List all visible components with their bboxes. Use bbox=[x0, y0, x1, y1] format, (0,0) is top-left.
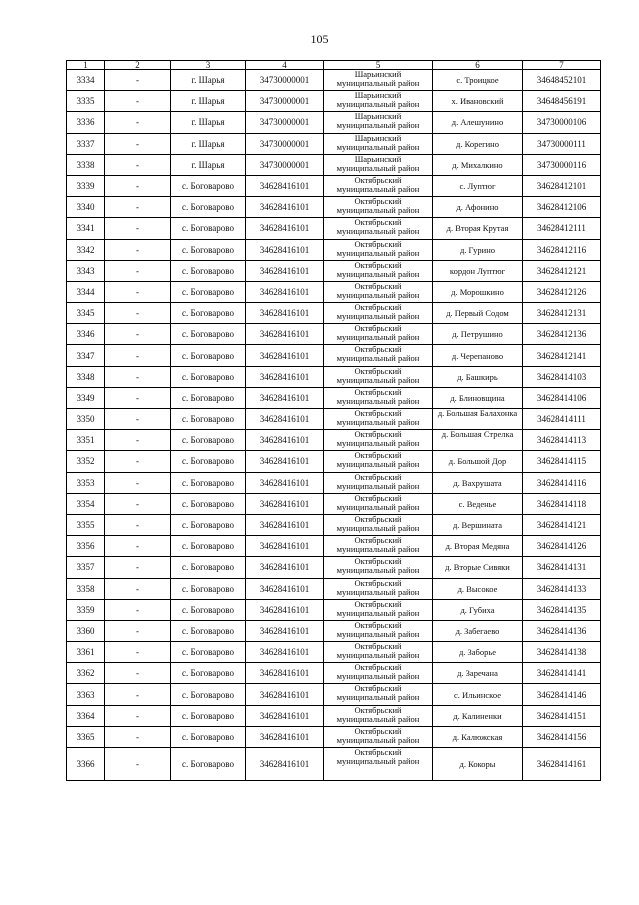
column-header: 4 bbox=[246, 61, 324, 70]
column-2-cell: - bbox=[105, 345, 171, 366]
column-2-cell: - bbox=[105, 91, 171, 112]
row-number-cell: 3363 bbox=[67, 684, 105, 705]
city-cell: с. Боговарово bbox=[171, 578, 246, 599]
settlements-table bbox=[66, 60, 601, 781]
column-header: 7 bbox=[523, 61, 601, 70]
locality-cell: д. Гурино bbox=[433, 239, 523, 260]
locality-cell: д. Вахрушата bbox=[433, 472, 523, 493]
district-cell: Октябрьский муниципальный район bbox=[324, 345, 433, 366]
oktmo-locality-cell: 34628414115 bbox=[523, 451, 601, 472]
table-row bbox=[67, 557, 601, 578]
oktmo-city-cell: 34628416101 bbox=[246, 260, 324, 281]
oktmo-locality-cell: 34628414138 bbox=[523, 642, 601, 663]
city-cell: с. Боговарово bbox=[171, 281, 246, 302]
city-cell: с. Боговарово bbox=[171, 175, 246, 196]
district-cell: Октябрьский муниципальный район bbox=[324, 366, 433, 387]
table-row bbox=[67, 303, 601, 324]
oktmo-locality-cell: 34628414146 bbox=[523, 684, 601, 705]
district-cell: Октябрьский муниципальный район bbox=[324, 472, 433, 493]
district-cell: Октябрьский муниципальный район bbox=[324, 239, 433, 260]
row-number-cell: 3336 bbox=[67, 112, 105, 133]
table-row bbox=[67, 599, 601, 620]
column-2-cell: - bbox=[105, 133, 171, 154]
locality-cell: д. Башкирь bbox=[433, 366, 523, 387]
oktmo-locality-cell: 34628414131 bbox=[523, 557, 601, 578]
oktmo-locality-cell: 34628412136 bbox=[523, 324, 601, 345]
oktmo-city-cell: 34628416101 bbox=[246, 472, 324, 493]
oktmo-locality-cell: 34628414118 bbox=[523, 493, 601, 514]
column-2-cell: - bbox=[105, 663, 171, 684]
district-cell: Октябрьский муниципальный район bbox=[324, 557, 433, 578]
row-number-cell: 3359 bbox=[67, 599, 105, 620]
column-2-cell: - bbox=[105, 324, 171, 345]
row-number-cell: 3366 bbox=[67, 748, 105, 781]
oktmo-locality-cell: 34628414111 bbox=[523, 409, 601, 430]
row-number-cell: 3335 bbox=[67, 91, 105, 112]
district-cell: Октябрьский муниципальный район bbox=[324, 514, 433, 535]
oktmo-city-cell: 34628416101 bbox=[246, 578, 324, 599]
oktmo-locality-cell: 34628414106 bbox=[523, 387, 601, 408]
oktmo-city-cell: 34730000001 bbox=[246, 91, 324, 112]
city-cell: с. Боговарово bbox=[171, 514, 246, 535]
locality-cell: д. Большая Стрелка bbox=[433, 430, 523, 451]
locality-cell: д. Калюжская bbox=[433, 726, 523, 747]
district-cell: Октябрьский муниципальный район bbox=[324, 642, 433, 663]
city-cell: с. Боговарово bbox=[171, 663, 246, 684]
page-number: 105 bbox=[310, 32, 329, 46]
column-header: 5 bbox=[324, 61, 433, 70]
column-2-cell: - bbox=[105, 578, 171, 599]
oktmo-city-cell: 34628416101 bbox=[246, 684, 324, 705]
table-row bbox=[67, 514, 601, 535]
table-row bbox=[67, 663, 601, 684]
column-2-cell: - bbox=[105, 748, 171, 781]
oktmo-locality-cell: 34628414126 bbox=[523, 536, 601, 557]
row-number-cell: 3364 bbox=[67, 705, 105, 726]
oktmo-city-cell: 34628416101 bbox=[246, 726, 324, 747]
oktmo-city-cell: 34730000001 bbox=[246, 154, 324, 175]
district-cell: Октябрьский муниципальный район bbox=[324, 748, 433, 781]
table-row bbox=[67, 324, 601, 345]
table-row bbox=[67, 366, 601, 387]
oktmo-locality-cell: 34628412131 bbox=[523, 303, 601, 324]
district-cell: Октябрьский муниципальный район bbox=[324, 599, 433, 620]
district-cell: Октябрьский муниципальный район bbox=[324, 684, 433, 705]
district-cell: Шарьинский муниципальный район bbox=[324, 154, 433, 175]
table-row bbox=[67, 345, 601, 366]
locality-cell: д. Кокоры bbox=[433, 748, 523, 781]
oktmo-city-cell: 34628416101 bbox=[246, 303, 324, 324]
oktmo-locality-cell: 34628412111 bbox=[523, 218, 601, 239]
city-cell: с. Боговарово bbox=[171, 366, 246, 387]
oktmo-city-cell: 34628416101 bbox=[246, 642, 324, 663]
locality-cell: д. Алешунино bbox=[433, 112, 523, 133]
oktmo-locality-cell: 34628412106 bbox=[523, 197, 601, 218]
district-cell: Октябрьский муниципальный район bbox=[324, 175, 433, 196]
row-number-cell: 3365 bbox=[67, 726, 105, 747]
oktmo-locality-cell: 34628414121 bbox=[523, 514, 601, 535]
oktmo-city-cell: 34628416101 bbox=[246, 387, 324, 408]
city-cell: с. Боговарово bbox=[171, 684, 246, 705]
column-header: 2 bbox=[105, 61, 171, 70]
table-row bbox=[67, 112, 601, 133]
locality-cell: д. Заборье bbox=[433, 642, 523, 663]
locality-cell: кордон Луптюг bbox=[433, 260, 523, 281]
row-number-cell: 3347 bbox=[67, 345, 105, 366]
row-number-cell: 3353 bbox=[67, 472, 105, 493]
oktmo-city-cell: 34628416101 bbox=[246, 536, 324, 557]
table-body bbox=[67, 70, 601, 781]
column-2-cell: - bbox=[105, 239, 171, 260]
table-row bbox=[67, 748, 601, 781]
oktmo-locality-cell: 34628414136 bbox=[523, 620, 601, 641]
city-cell: с. Боговарово bbox=[171, 493, 246, 514]
table-row bbox=[67, 260, 601, 281]
locality-cell: д. Вторая Медяна bbox=[433, 536, 523, 557]
oktmo-city-cell: 34628416101 bbox=[246, 409, 324, 430]
oktmo-city-cell: 34730000001 bbox=[246, 112, 324, 133]
city-cell: с. Боговарово bbox=[171, 218, 246, 239]
column-number-row bbox=[67, 61, 601, 70]
locality-cell: д. Черепаново bbox=[433, 345, 523, 366]
city-cell: с. Боговарово bbox=[171, 451, 246, 472]
column-2-cell: - bbox=[105, 260, 171, 281]
table-row bbox=[67, 409, 601, 430]
table-row bbox=[67, 133, 601, 154]
locality-cell: д. Большой Дор bbox=[433, 451, 523, 472]
district-cell: Октябрьский муниципальный район bbox=[324, 705, 433, 726]
locality-cell: д. Забегаево bbox=[433, 620, 523, 641]
locality-cell: с. Веденье bbox=[433, 493, 523, 514]
locality-cell: д. Корегино bbox=[433, 133, 523, 154]
oktmo-locality-cell: 34628414141 bbox=[523, 663, 601, 684]
oktmo-locality-cell: 34628412116 bbox=[523, 239, 601, 260]
locality-cell: д. Большая Балахонка bbox=[433, 409, 523, 430]
district-cell: Октябрьский муниципальный район bbox=[324, 663, 433, 684]
district-cell: Октябрьский муниципальный район bbox=[324, 260, 433, 281]
city-cell: с. Боговарово bbox=[171, 430, 246, 451]
oktmo-locality-cell: 34730000111 bbox=[523, 133, 601, 154]
table-row bbox=[67, 239, 601, 260]
column-2-cell: - bbox=[105, 281, 171, 302]
city-cell: с. Боговарово bbox=[171, 260, 246, 281]
row-number-cell: 3360 bbox=[67, 620, 105, 641]
oktmo-locality-cell: 34628414103 bbox=[523, 366, 601, 387]
column-2-cell: - bbox=[105, 366, 171, 387]
city-cell: с. Боговарово bbox=[171, 409, 246, 430]
column-2-cell: - bbox=[105, 514, 171, 535]
table-row bbox=[67, 705, 601, 726]
column-2-cell: - bbox=[105, 620, 171, 641]
oktmo-city-cell: 34628416101 bbox=[246, 748, 324, 781]
district-cell: Октябрьский муниципальный район bbox=[324, 620, 433, 641]
city-cell: г. Шарья bbox=[171, 133, 246, 154]
city-cell: с. Боговарово bbox=[171, 620, 246, 641]
locality-cell: с. Луптюг bbox=[433, 175, 523, 196]
city-cell: с. Боговарово bbox=[171, 536, 246, 557]
table-row bbox=[67, 578, 601, 599]
locality-cell: д. Вторые Сивяки bbox=[433, 557, 523, 578]
table-row bbox=[67, 493, 601, 514]
oktmo-city-cell: 34628416101 bbox=[246, 239, 324, 260]
row-number-cell: 3362 bbox=[67, 663, 105, 684]
oktmo-city-cell: 34628416101 bbox=[246, 493, 324, 514]
district-cell: Октябрьский муниципальный район bbox=[324, 726, 433, 747]
oktmo-city-cell: 34628416101 bbox=[246, 218, 324, 239]
district-cell: Октябрьский муниципальный район bbox=[324, 578, 433, 599]
table-row bbox=[67, 218, 601, 239]
column-2-cell: - bbox=[105, 430, 171, 451]
oktmo-locality-cell: 34628412121 bbox=[523, 260, 601, 281]
column-header: 1 bbox=[67, 61, 105, 70]
table-row bbox=[67, 642, 601, 663]
locality-cell: д. Губиха bbox=[433, 599, 523, 620]
row-number-cell: 3340 bbox=[67, 197, 105, 218]
district-cell: Октябрьский муниципальный район bbox=[324, 387, 433, 408]
table-row bbox=[67, 430, 601, 451]
row-number-cell: 3339 bbox=[67, 175, 105, 196]
row-number-cell: 3338 bbox=[67, 154, 105, 175]
city-cell: с. Боговарово bbox=[171, 345, 246, 366]
table-row bbox=[67, 684, 601, 705]
oktmo-locality-cell: 34648456191 bbox=[523, 91, 601, 112]
row-number-cell: 3361 bbox=[67, 642, 105, 663]
table-row bbox=[67, 726, 601, 747]
city-cell: с. Боговарово bbox=[171, 387, 246, 408]
row-number-cell: 3358 bbox=[67, 578, 105, 599]
column-2-cell: - bbox=[105, 154, 171, 175]
table-row bbox=[67, 154, 601, 175]
oktmo-city-cell: 34730000001 bbox=[246, 133, 324, 154]
column-2-cell: - bbox=[105, 726, 171, 747]
row-number-cell: 3341 bbox=[67, 218, 105, 239]
row-number-cell: 3351 bbox=[67, 430, 105, 451]
column-2-cell: - bbox=[105, 197, 171, 218]
oktmo-city-cell: 34628416101 bbox=[246, 430, 324, 451]
table-row bbox=[67, 620, 601, 641]
table-row bbox=[67, 451, 601, 472]
oktmo-locality-cell: 34628414161 bbox=[523, 748, 601, 781]
column-2-cell: - bbox=[105, 684, 171, 705]
oktmo-city-cell: 34628416101 bbox=[246, 557, 324, 578]
row-number-cell: 3352 bbox=[67, 451, 105, 472]
column-2-cell: - bbox=[105, 303, 171, 324]
column-header: 6 bbox=[433, 61, 523, 70]
row-number-cell: 3357 bbox=[67, 557, 105, 578]
row-number-cell: 3349 bbox=[67, 387, 105, 408]
city-cell: с. Боговарово bbox=[171, 472, 246, 493]
oktmo-locality-cell: 34628414133 bbox=[523, 578, 601, 599]
city-cell: с. Боговарово bbox=[171, 599, 246, 620]
oktmo-city-cell: 34628416101 bbox=[246, 514, 324, 535]
column-2-cell: - bbox=[105, 472, 171, 493]
row-number-cell: 3334 bbox=[67, 70, 105, 91]
column-2-cell: - bbox=[105, 218, 171, 239]
district-cell: Октябрьский муниципальный район bbox=[324, 493, 433, 514]
locality-cell: д. Вершината bbox=[433, 514, 523, 535]
district-cell: Шарьинский муниципальный район bbox=[324, 112, 433, 133]
district-cell: Октябрьский муниципальный район bbox=[324, 324, 433, 345]
district-cell: Октябрьский муниципальный район bbox=[324, 430, 433, 451]
city-cell: г. Шарья bbox=[171, 70, 246, 91]
column-2-cell: - bbox=[105, 536, 171, 557]
locality-cell: д. Морошкино bbox=[433, 281, 523, 302]
row-number-cell: 3344 bbox=[67, 281, 105, 302]
oktmo-locality-cell: 34730000106 bbox=[523, 112, 601, 133]
district-cell: Октябрьский муниципальный район bbox=[324, 409, 433, 430]
city-cell: с. Боговарово bbox=[171, 705, 246, 726]
oktmo-locality-cell: 34628414113 bbox=[523, 430, 601, 451]
locality-cell: с. Троицкое bbox=[433, 70, 523, 91]
column-2-cell: - bbox=[105, 175, 171, 196]
district-cell: Шарьинский муниципальный район bbox=[324, 133, 433, 154]
district-cell: Шарьинский муниципальный район bbox=[324, 91, 433, 112]
oktmo-city-cell: 34628416101 bbox=[246, 620, 324, 641]
column-2-cell: - bbox=[105, 557, 171, 578]
oktmo-locality-cell: 34628414116 bbox=[523, 472, 601, 493]
city-cell: г. Шарья bbox=[171, 154, 246, 175]
oktmo-locality-cell: 34648452101 bbox=[523, 70, 601, 91]
row-number-cell: 3343 bbox=[67, 260, 105, 281]
oktmo-locality-cell: 34730000116 bbox=[523, 154, 601, 175]
column-2-cell: - bbox=[105, 451, 171, 472]
locality-cell: д. Вторая Крутая bbox=[433, 218, 523, 239]
district-cell: Шарьинский муниципальный район bbox=[324, 70, 433, 91]
oktmo-city-cell: 34628416101 bbox=[246, 281, 324, 302]
district-cell: Октябрьский муниципальный район bbox=[324, 218, 433, 239]
oktmo-locality-cell: 34628414151 bbox=[523, 705, 601, 726]
table-row bbox=[67, 197, 601, 218]
city-cell: с. Боговарово bbox=[171, 748, 246, 781]
city-cell: с. Боговарово bbox=[171, 303, 246, 324]
table-row bbox=[67, 70, 601, 91]
locality-cell: д. Петрушино bbox=[433, 324, 523, 345]
oktmo-locality-cell: 34628412126 bbox=[523, 281, 601, 302]
row-number-cell: 3337 bbox=[67, 133, 105, 154]
district-cell: Октябрьский муниципальный район bbox=[324, 536, 433, 557]
row-number-cell: 3342 bbox=[67, 239, 105, 260]
column-2-cell: - bbox=[105, 409, 171, 430]
locality-cell: д. Афонино bbox=[433, 197, 523, 218]
locality-cell: д. Заречана bbox=[433, 663, 523, 684]
district-cell: Октябрьский муниципальный район bbox=[324, 451, 433, 472]
table-row bbox=[67, 175, 601, 196]
column-2-cell: - bbox=[105, 387, 171, 408]
table-row bbox=[67, 472, 601, 493]
oktmo-locality-cell: 34628412141 bbox=[523, 345, 601, 366]
row-number-cell: 3345 bbox=[67, 303, 105, 324]
row-number-cell: 3355 bbox=[67, 514, 105, 535]
column-2-cell: - bbox=[105, 493, 171, 514]
column-2-cell: - bbox=[105, 642, 171, 663]
oktmo-city-cell: 34628416101 bbox=[246, 451, 324, 472]
oktmo-locality-cell: 34628414135 bbox=[523, 599, 601, 620]
city-cell: с. Боговарово bbox=[171, 557, 246, 578]
locality-cell: д. Калиненки bbox=[433, 705, 523, 726]
city-cell: г. Шарья bbox=[171, 91, 246, 112]
city-cell: с. Боговарово bbox=[171, 726, 246, 747]
district-cell: Октябрьский муниципальный район bbox=[324, 281, 433, 302]
locality-cell: д. Первый Содом bbox=[433, 303, 523, 324]
table-row bbox=[67, 387, 601, 408]
oktmo-locality-cell: 34628412101 bbox=[523, 175, 601, 196]
row-number-cell: 3356 bbox=[67, 536, 105, 557]
oktmo-city-cell: 34628416101 bbox=[246, 324, 324, 345]
table-row bbox=[67, 281, 601, 302]
oktmo-city-cell: 34628416101 bbox=[246, 599, 324, 620]
district-cell: Октябрьский муниципальный район bbox=[324, 303, 433, 324]
column-2-cell: - bbox=[105, 70, 171, 91]
column-header: 3 bbox=[171, 61, 246, 70]
oktmo-city-cell: 34628416101 bbox=[246, 345, 324, 366]
table-row bbox=[67, 536, 601, 557]
column-2-cell: - bbox=[105, 705, 171, 726]
locality-cell: х. Ивановский bbox=[433, 91, 523, 112]
table-row bbox=[67, 91, 601, 112]
column-2-cell: - bbox=[105, 599, 171, 620]
locality-cell: д. Блиновщина bbox=[433, 387, 523, 408]
city-cell: г. Шарья bbox=[171, 112, 246, 133]
city-cell: с. Боговарово bbox=[171, 324, 246, 345]
oktmo-locality-cell: 34628414156 bbox=[523, 726, 601, 747]
row-number-cell: 3348 bbox=[67, 366, 105, 387]
row-number-cell: 3350 bbox=[67, 409, 105, 430]
locality-cell: д. Высокое bbox=[433, 578, 523, 599]
district-cell: Октябрьский муниципальный район bbox=[324, 197, 433, 218]
city-cell: с. Боговарово bbox=[171, 197, 246, 218]
row-number-cell: 3346 bbox=[67, 324, 105, 345]
oktmo-city-cell: 34628416101 bbox=[246, 663, 324, 684]
oktmo-city-cell: 34628416101 bbox=[246, 705, 324, 726]
column-2-cell: - bbox=[105, 112, 171, 133]
city-cell: с. Боговарово bbox=[171, 239, 246, 260]
locality-cell: с. Ильинское bbox=[433, 684, 523, 705]
oktmo-city-cell: 34628416101 bbox=[246, 197, 324, 218]
locality-cell: д. Михалкино bbox=[433, 154, 523, 175]
oktmo-city-cell: 34628416101 bbox=[246, 175, 324, 196]
oktmo-city-cell: 34628416101 bbox=[246, 366, 324, 387]
city-cell: с. Боговарово bbox=[171, 642, 246, 663]
oktmo-city-cell: 34730000001 bbox=[246, 70, 324, 91]
row-number-cell: 3354 bbox=[67, 493, 105, 514]
